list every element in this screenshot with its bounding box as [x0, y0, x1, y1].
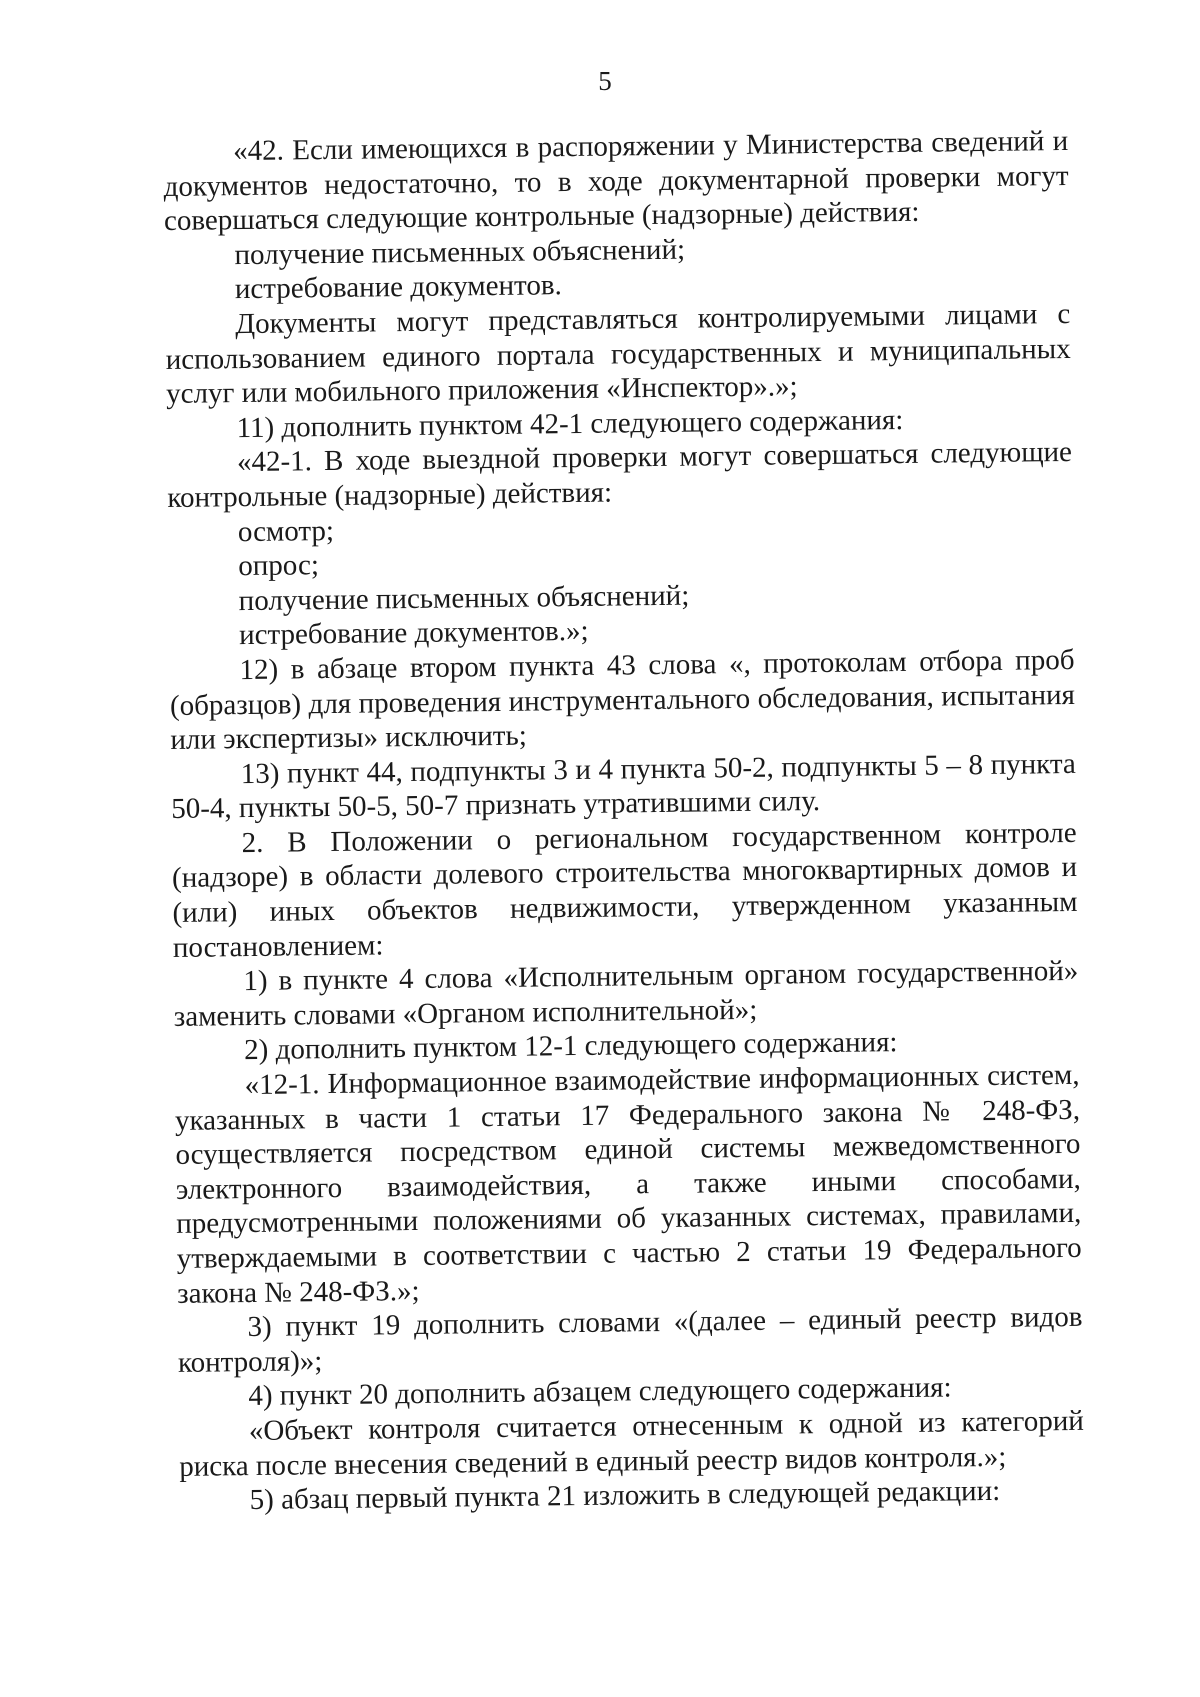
section-2-item-2: 2) дополнить пунктом 12-1 следующего содержания: [243, 1026, 898, 1067]
list-item-written-explanations: получение письменных объяснений; [234, 233, 686, 271]
section-2-item-4: 4) пункт 20 дополнить абзацем следующего содержания: [248, 1371, 952, 1413]
list-item-document-request-2: истребование документов.»; [238, 615, 589, 652]
amendment-item-13: 13) пункт 44, подпункты 3 и 4 пункта 50-2, подпункты 5 – 8 пункта 50-4, пункты 50-5, 50-7 признать утратившими силу. [171, 747, 1076, 826]
section-2-item-1: 1) в пункте 4 слова «Исполнительным органом государственной» заменить словами «Органом исполнительной»; [173, 955, 1079, 1033]
list-item-inspection: осмотр; [237, 514, 335, 548]
amendment-item-11: 11) дополнить пунктом 42-1 следующего содержания: [236, 403, 904, 444]
list-item-survey: опрос; [238, 549, 320, 583]
section-2-heading-paragraph: 2. В Положении о региональном государственном контроле (надзоре) в области долевого строительства многоквартирных домов и (или) иных объектов недвижимости, утвержденном указанным постановлением: [171, 816, 1078, 964]
list-item-written-explanations-2: получение письменных объяснений; [238, 579, 690, 617]
document-body [163, 124, 1085, 1519]
list-item-document-request: истребование документов. [234, 269, 562, 306]
paragraph-42: «42. Если имеющихся в распоряжении у Министерства сведений и документов недостаточно, то в ходе документарной проверки могут совершаться следующие контрольные (надзорные) действия: [163, 124, 1069, 238]
amendment-item-12: 12) в абзаце втором пункта 43 слова «, протоколам отбора проб (образцов) для проведения инструментального обследования, испытания или экспертизы» исключить; [169, 643, 1076, 757]
paragraph-documents-submission: Документы могут представляться контролируемыми лицами с использованием единого портала государственных и муниципальных услуг или мобильного приложения «Инспектор».»; [165, 297, 1071, 411]
paragraph-12-1: «12-1. Информационное взаимодействие информационных систем, указанных в части 1 статьи 17 Федерального закона № 248-ФЗ, осуществляется посредством единой системы межведомственного электронного взаимодействия, а также иными способами, предусмотренными положениями об указанных системах, правилами, утверждаемыми в соответствии с частью 2 статьи 19 Федерального закона № 248-ФЗ.»; [174, 1058, 1082, 1310]
page-number: 5 [598, 66, 612, 96]
paragraph-risk-category: «Объект контроля считается отнесенным к одной из категорий риска после внесения сведений в единый реестр видов контроля.»; [179, 1404, 1084, 1483]
paragraph-42-1: «42-1. В ходе выездной проверки могут совершаться следующие контрольные (надзорные) действия: [167, 436, 1073, 514]
section-2-item-5: 5) абзац первый пункта 21 изложить в следующей редакции: [249, 1475, 1001, 1517]
section-2-item-3: 3) пункт 19 дополнить словами «(далее – единый реестр видов контроля)»; [177, 1301, 1083, 1379]
